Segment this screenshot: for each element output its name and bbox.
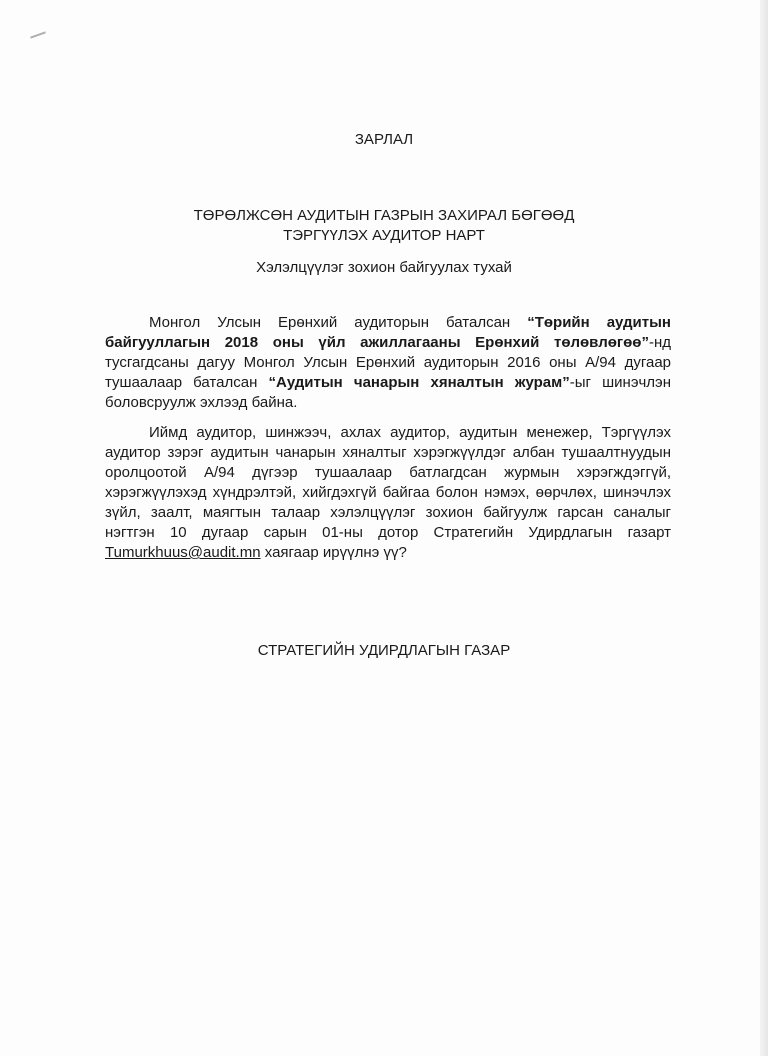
signature-block: СТРАТЕГИЙН УДИРДЛАГЫН ГАЗАР <box>257 642 511 659</box>
paragraph-1 <box>105 313 671 413</box>
subject-line: Хэлэлцүүлэг зохион байгуулах тухай <box>256 259 512 276</box>
paragraph-1-text-c: -ыг шинэчлэн боловсруулж эхлээд байна. <box>105 374 671 411</box>
paragraph-1-text-b: -нд тусгагдсаны дагуу Монгол Улсын Ерөнхий аудиторын 2016 оны А/94 дугаар тушаалаар баталсан <box>105 334 671 391</box>
scan-mark <box>30 31 46 38</box>
paragraph-2-text-a: Иймд аудитор, шинжээч, ахлах аудитор, аудитын менежер, Тэргүүлэх аудитор зэрэг аудитын чанарын хяналтыг хэрэгжүүлдэг албан тушаалтнуудын оролцоотой А/94 дүгээр тушаалаар батлагдсан журмын хэрэгждэггүй, хэрэгжүүлэхэд хүндрэлтэй, хийгдэхгүй байгаа болон нэмэх, өөрчлөх, шинэчлэх зүйл, заалт, маягтын талаар хэлэлцүүлэг зохион байгуулж гарсан саналыг нэгтгэн 10 дугаар сарын 01-ны дотор Стратегийн Удирдлагын газарт <box>105 424 671 541</box>
paragraph-2 <box>105 423 671 563</box>
page-edge <box>760 0 768 1056</box>
email-link[interactable]: Tumurkhuus@audit.mn <box>105 544 261 561</box>
paragraph-2-text-b: хаягаар ирүүлнэ үү? <box>260 544 407 561</box>
addressee-line-2: ТЭРГҮҮЛЭХ АУДИТОР НАРТ <box>283 227 485 244</box>
document-title: ЗАРЛАЛ <box>354 131 414 148</box>
paragraph-1-text-a: Монгол Улсын Ерөнхий аудиторын баталсан <box>149 314 528 331</box>
addressee-line-1: ТӨРӨЛЖСӨН АУДИТЫН ГАЗРЫН ЗАХИРАЛ БӨГӨӨД <box>193 207 575 224</box>
plan-title: “Төрийн аудитын байгууллагын 2018 оны үйл ажиллагааны Ерөнхий төлөвлөгөө” <box>105 314 671 351</box>
addressee <box>0 206 768 246</box>
procedure-title: “Аудитын чанарын хяналтын журам” <box>268 374 570 391</box>
